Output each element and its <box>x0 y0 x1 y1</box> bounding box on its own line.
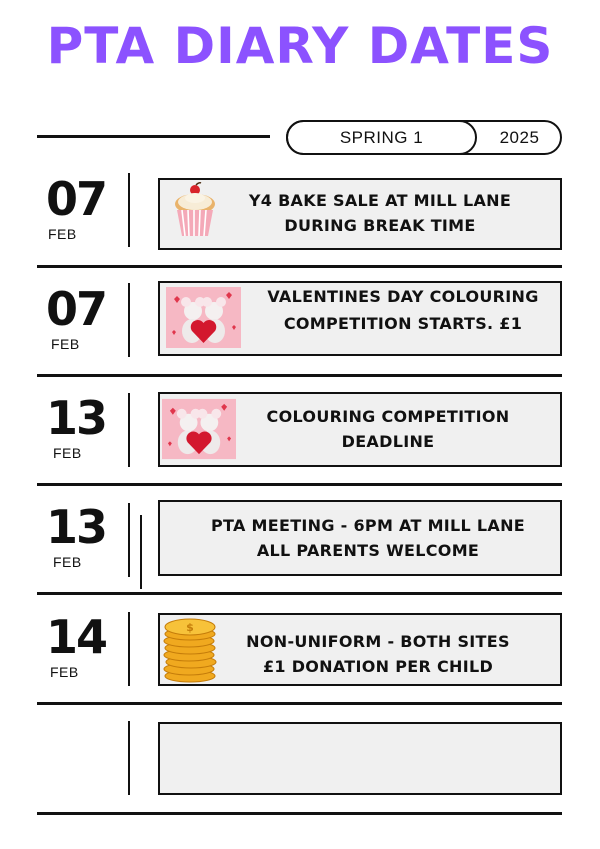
event-day: 07 <box>46 172 107 226</box>
row-divider <box>37 812 562 815</box>
event-divider <box>128 503 130 577</box>
svg-text:$: $ <box>186 621 194 634</box>
event-month: FEB <box>48 226 77 242</box>
event-title: COLOURING COMPETITION DEADLINE <box>266 407 510 451</box>
event-divider <box>128 283 130 357</box>
row-divider <box>37 374 562 377</box>
event-month: FEB <box>53 445 82 461</box>
event-divider <box>128 173 130 247</box>
event-day: 07 <box>46 282 107 336</box>
row-divider <box>37 265 562 268</box>
header-divider <box>37 135 270 138</box>
event-day: 13 <box>46 500 107 554</box>
term-year: 2025 <box>499 127 540 147</box>
cupcake-icon <box>172 182 218 238</box>
valentine-mice-image <box>166 287 241 348</box>
term-label: SPRING 1 <box>286 120 477 155</box>
coin-stack-icon <box>162 616 218 684</box>
row-divider <box>37 483 562 486</box>
event-divider <box>128 393 130 467</box>
event-month: FEB <box>53 554 82 570</box>
event-day: 13 <box>46 391 107 445</box>
event-month: FEB <box>51 336 80 352</box>
event-divider <box>140 515 142 589</box>
event-divider <box>128 721 130 795</box>
event-title: NON-UNIFORM - BOTH SITES £1 DONATION PER CHILD <box>246 632 510 676</box>
event-divider <box>128 612 130 686</box>
event-day: 14 <box>46 610 107 664</box>
valentine-mice-image <box>162 398 236 460</box>
event-title: PTA MEETING - 6PM AT MILL LANE ALL PARENTS WELCOME <box>210 516 525 560</box>
event-title: Y4 BAKE SALE AT MILL LANE DURING BREAK TIME <box>248 191 512 235</box>
event-box <box>158 722 562 795</box>
page-title: PTA DIARY DATES <box>46 17 554 75</box>
event-month: FEB <box>50 664 79 680</box>
row-divider <box>37 702 562 705</box>
row-divider <box>37 592 562 595</box>
event-title: VALENTINES DAY COLOURING COMPETITION STARTS. £1 <box>267 287 539 333</box>
